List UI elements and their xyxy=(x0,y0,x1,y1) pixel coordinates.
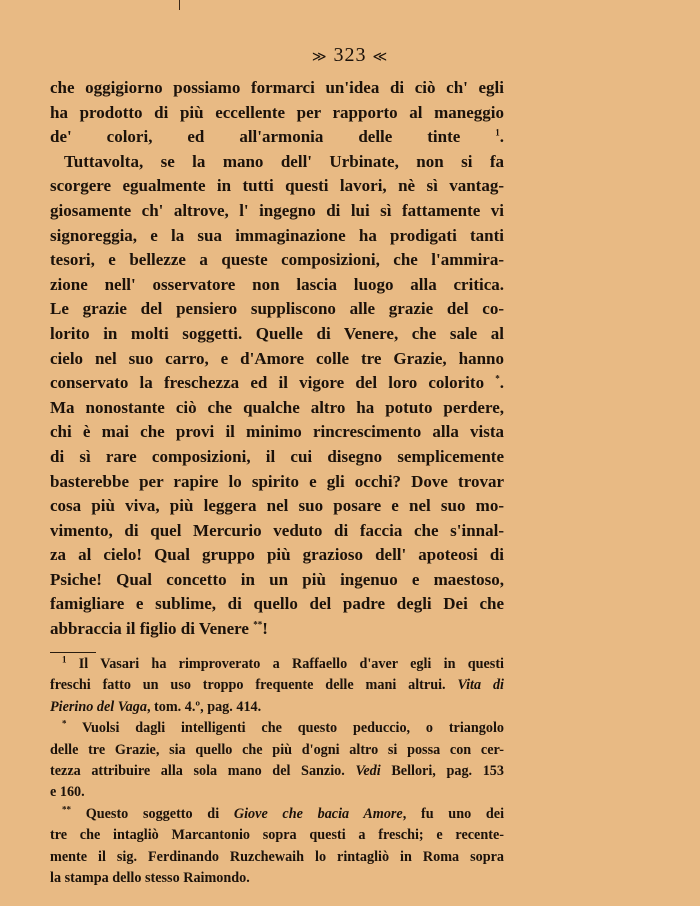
body-line xyxy=(50,519,504,544)
left-ornament: ≫ xyxy=(311,50,328,65)
body-line-text: ha prodotto di più eccellente per rapporto al maneggio xyxy=(50,102,504,122)
body-line-text: signoreggia, e la sua immaginazione ha prodigati tanti xyxy=(50,225,504,245)
footnote-title: Giove che bacia Amore xyxy=(233,805,403,822)
body-line-text: basterebbe per rapire lo spirito e gli occhi? Dove trovar xyxy=(50,471,504,491)
right-ornament: ≪ xyxy=(372,50,389,65)
body-line-text: de' colori, ed all'armonia delle tinte xyxy=(50,127,496,147)
footnote-line xyxy=(50,761,504,782)
body-line-text: di sì rare composizioni, il cui disegno semplicemente xyxy=(50,446,504,466)
body-line xyxy=(50,297,504,322)
footnote-1 xyxy=(50,654,504,675)
footnote-3 xyxy=(50,804,504,825)
body-line xyxy=(50,101,504,126)
body-line xyxy=(50,543,504,568)
footnote-line xyxy=(50,697,504,718)
body-line xyxy=(50,150,504,175)
footnote-title: Vita di xyxy=(457,677,504,694)
footnote-title: Vedi xyxy=(355,763,381,780)
footnote-text: , tom. 4.º, pag. 414. xyxy=(146,698,262,715)
body-line-text: cielo nel suo carro, e d'Amore colle tre Grazie, hanno xyxy=(50,348,504,368)
body-text xyxy=(50,76,504,642)
body-line-text: famigliare e sublime, di quello del padre degli Dei che xyxy=(50,594,504,614)
footnotes xyxy=(50,654,504,889)
body-line xyxy=(50,592,504,617)
footnote-text: Bellori, pag. 153 xyxy=(380,763,504,780)
footnote-rule xyxy=(50,652,96,653)
footnote-text: freschi fatto un uso troppo frequente delle mani altrui. xyxy=(50,677,458,694)
body-line-text: giosamente ch' altrove, l' ingegno di lui sì fattamente vi xyxy=(50,200,504,220)
footnote-line: e 160. xyxy=(50,784,85,801)
body-line xyxy=(50,445,504,470)
punctuation: ! xyxy=(262,619,268,639)
body-line-text: tesori, e bellezze a queste composizioni, che l'ammira- xyxy=(50,250,504,270)
footnote-text: , fu uno dei xyxy=(402,805,505,822)
body-line xyxy=(50,371,504,396)
body-line-text: conservato la freschezza ed il vigore del loro colorito xyxy=(50,373,496,393)
footnote-line: Il Vasari ha rimproverato a Raffaello d'aver egli in questi xyxy=(78,656,504,672)
body-line xyxy=(50,470,504,495)
footnote-marker: 1 xyxy=(62,654,67,665)
body-line-text: lorito in molti soggetti. Quelle di Venere, che sale al xyxy=(50,323,504,343)
body-line-text: abbraccia il figlio di Venere xyxy=(50,619,254,639)
punctuation: . xyxy=(499,127,504,147)
body-line-text: Tuttavolta, se la mano dell' Urbinate, non si fa xyxy=(64,151,504,171)
body-line-text: vimento, di quel Mercurio veduto di faccia che s'innal- xyxy=(50,520,504,540)
body-line-text: Ma nonostante ciò che qualche altro ha potuto perdere, xyxy=(50,397,504,417)
footnote-text: Questo soggetto di xyxy=(85,805,234,822)
body-line xyxy=(50,568,504,593)
body-line xyxy=(50,273,504,298)
body-line xyxy=(50,199,504,224)
body-line xyxy=(50,396,504,421)
body-line xyxy=(50,224,504,249)
body-line xyxy=(50,125,504,150)
footnote-reference: 1 xyxy=(495,127,500,138)
body-line-text: scorgere egualmente in tutti questi lavori, nè sì vantag- xyxy=(50,176,504,196)
footnote-line: delle tre Grazie, sia quello che più d'ogni altro si possa con cer- xyxy=(50,741,504,758)
body-line xyxy=(50,322,504,347)
footnote-line xyxy=(50,675,504,696)
body-line-text: zione nell' osservatore non lascia luogo alla critica. xyxy=(50,274,504,294)
body-line-text: Le grazie del pensiero suppliscono alle grazie del co- xyxy=(50,299,504,319)
footnote-2 xyxy=(50,718,504,739)
footnote-line: la stampa dello stesso Raimondo. xyxy=(50,870,250,887)
footnote-reference: ** xyxy=(253,619,263,630)
footnote-text: tezza attribuire alla sola mano del Sanzio. xyxy=(50,763,356,780)
footnote-marker: ** xyxy=(62,804,71,815)
footnote-line: Vuolsi dagli intelligenti che questo peduccio, o triangolo xyxy=(82,720,504,737)
punctuation: . xyxy=(499,373,504,393)
body-line xyxy=(50,347,504,372)
page-edge-mark xyxy=(179,0,180,10)
footnote-line: mente il sig. Ferdinando Ruzchewaih lo rintagliò in Roma sopra xyxy=(50,848,504,865)
footnote-line: tre che intagliò Marcantonio sopra questi a freschi; e recente- xyxy=(50,827,504,844)
body-line xyxy=(50,174,504,199)
body-line-text: Psiche! Qual concetto in un più ingenuo e maestoso, xyxy=(50,569,504,589)
body-line xyxy=(50,76,504,101)
page-number: 323 xyxy=(333,44,367,66)
page-header xyxy=(0,44,700,67)
body-line xyxy=(50,617,504,642)
body-line-text: cosa più viva, più leggera nel suo posare e nel suo mo- xyxy=(50,496,504,516)
body-line xyxy=(50,248,504,273)
body-line xyxy=(50,494,504,519)
footnote-reference: * xyxy=(495,373,500,384)
footnote-marker: * xyxy=(62,718,67,729)
footnote-title: Pierino del Vaga xyxy=(50,698,147,715)
body-line-text: che oggigiorno possiamo formarci un'idea di ciò ch' egli xyxy=(50,78,504,97)
body-line xyxy=(50,420,504,445)
body-line-text: chi è mai che provi il minimo rincrescimento alla vista xyxy=(50,422,504,442)
body-line-text: za al cielo! Qual gruppo più grazioso dell' apoteosi di xyxy=(50,545,504,565)
